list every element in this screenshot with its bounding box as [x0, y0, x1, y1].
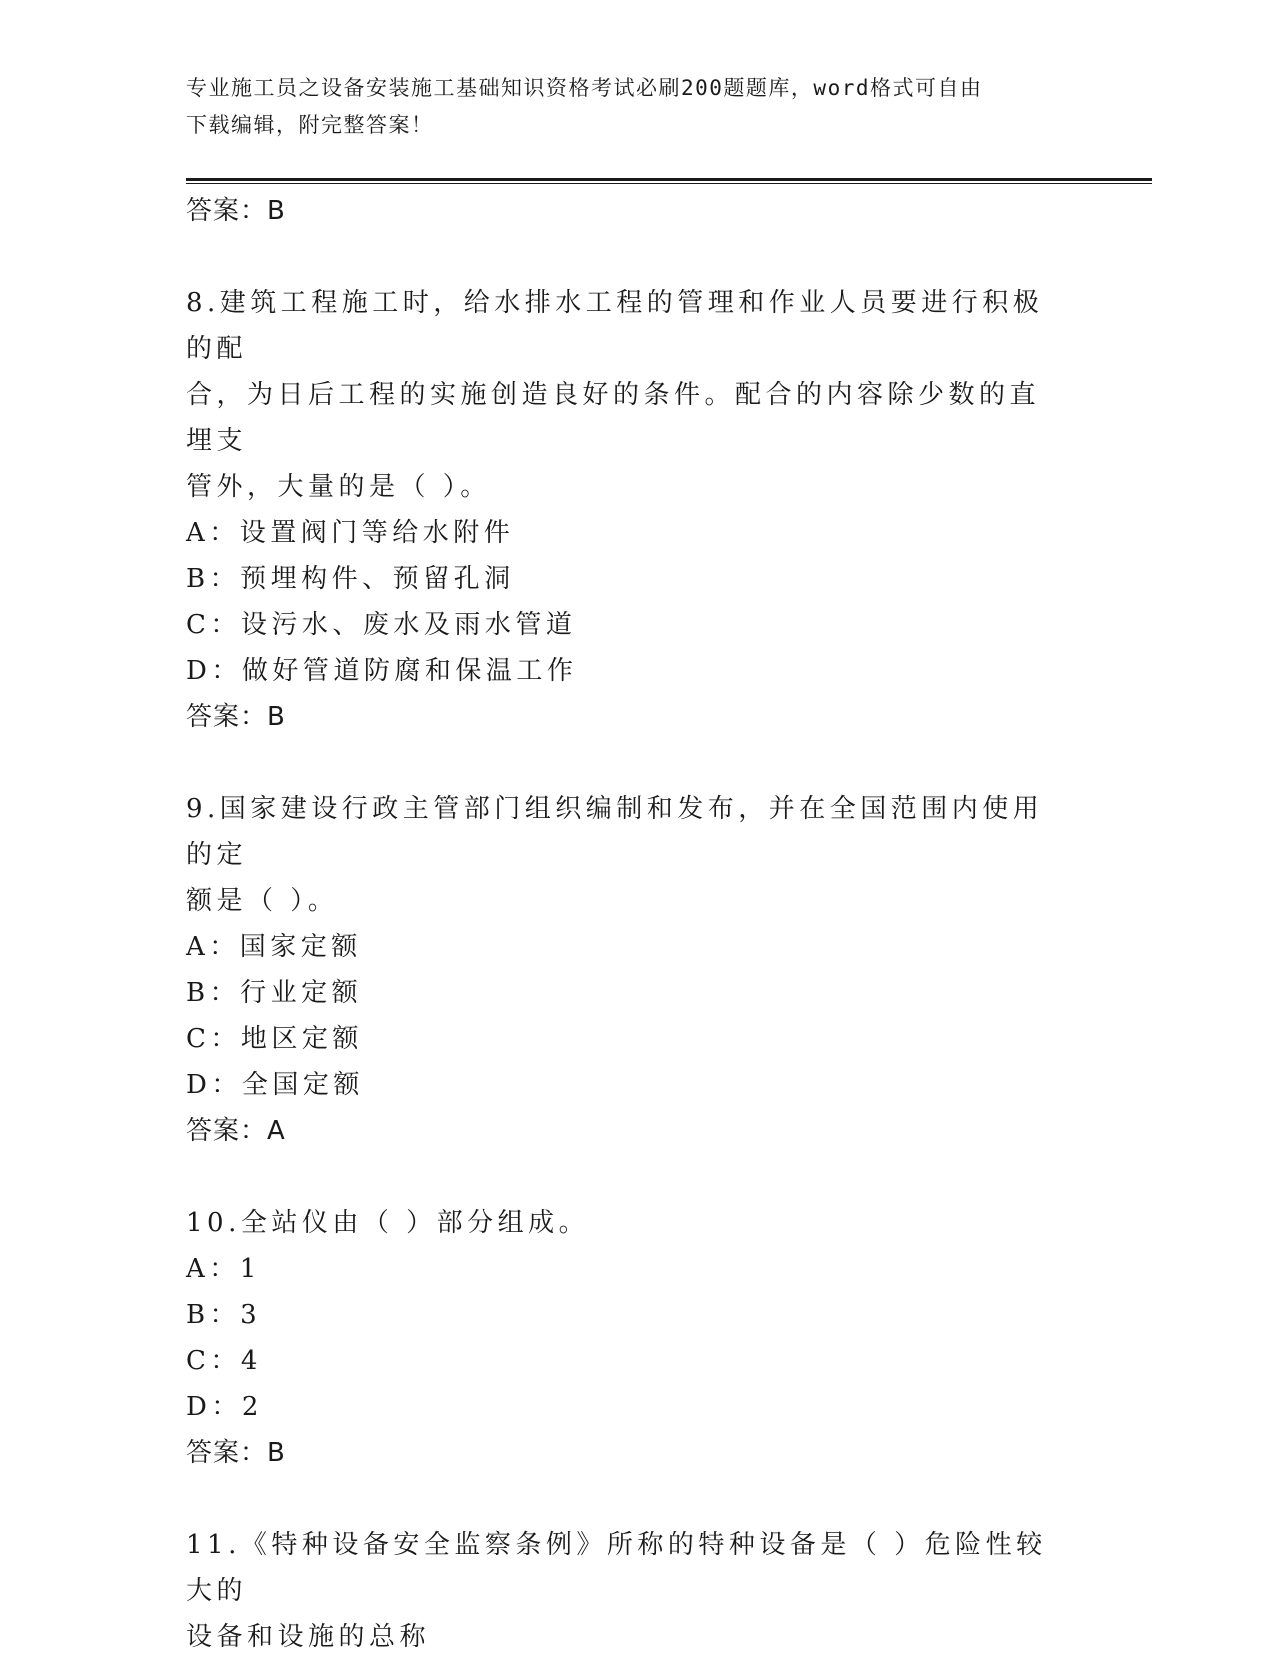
option-c: C：地区定额	[186, 1024, 363, 1054]
question-10	[186, 1200, 1066, 1476]
question-stem-line: 管外，大量的是（ ）。	[186, 472, 491, 502]
question-stem-line: 额是（ ）。	[186, 886, 339, 916]
option-c: C：4	[186, 1346, 262, 1376]
question-stem-line: 10.全站仪由（ ）部分组成。	[186, 1208, 590, 1238]
answer: 答案：B	[186, 702, 286, 732]
option-b: B：预埋构件、预留孔洞	[186, 564, 515, 594]
previous-answer: 答案：B	[186, 196, 286, 226]
option-a: A：国家定额	[186, 932, 362, 962]
option-d: D：做好管道防腐和保温工作	[186, 656, 578, 686]
question-11	[186, 1522, 1066, 1660]
question-stem-line: 8.建筑工程施工时，给水排水工程的管理和作业人员要进行积极的配	[186, 288, 1044, 364]
option-d: D：全国定额	[186, 1070, 364, 1100]
question-8	[186, 280, 1066, 740]
answer: 答案：A	[186, 1116, 286, 1146]
option-c: C：设污水、废水及雨水管道	[186, 610, 577, 640]
question-list	[186, 188, 1066, 1660]
question-stem-line: 9.国家建设行政主管部门组织编制和发布，并在全国范围内使用的定	[186, 794, 1044, 870]
header-line-2: 下载编辑，附完整答案！	[186, 113, 434, 137]
question-stem-line: 11.《特种设备安全监察条例》所称的特种设备是（ ）危险性较大的	[186, 1530, 1047, 1606]
option-d: D：2	[186, 1392, 263, 1422]
option-a: A：1	[186, 1254, 261, 1284]
question-stem-line: 设备和设施的总称	[186, 1622, 431, 1652]
header-line-1: 专业施工员之设备安装施工基础知识资格考试必刷200题题库，word格式可自由	[186, 76, 983, 100]
header-rule-thin	[186, 183, 1152, 184]
option-b: B：3	[186, 1300, 262, 1330]
header-rule-thick	[186, 178, 1152, 181]
option-b: B：行业定额	[186, 978, 363, 1008]
option-a: A：设置阀门等给水附件	[186, 518, 515, 548]
document-header	[186, 70, 1066, 144]
answer: 答案：B	[186, 1438, 286, 1468]
question-9	[186, 786, 1066, 1154]
question-stem-line: 合，为日后工程的实施创造良好的条件。配合的内容除少数的直埋支	[186, 380, 1041, 456]
